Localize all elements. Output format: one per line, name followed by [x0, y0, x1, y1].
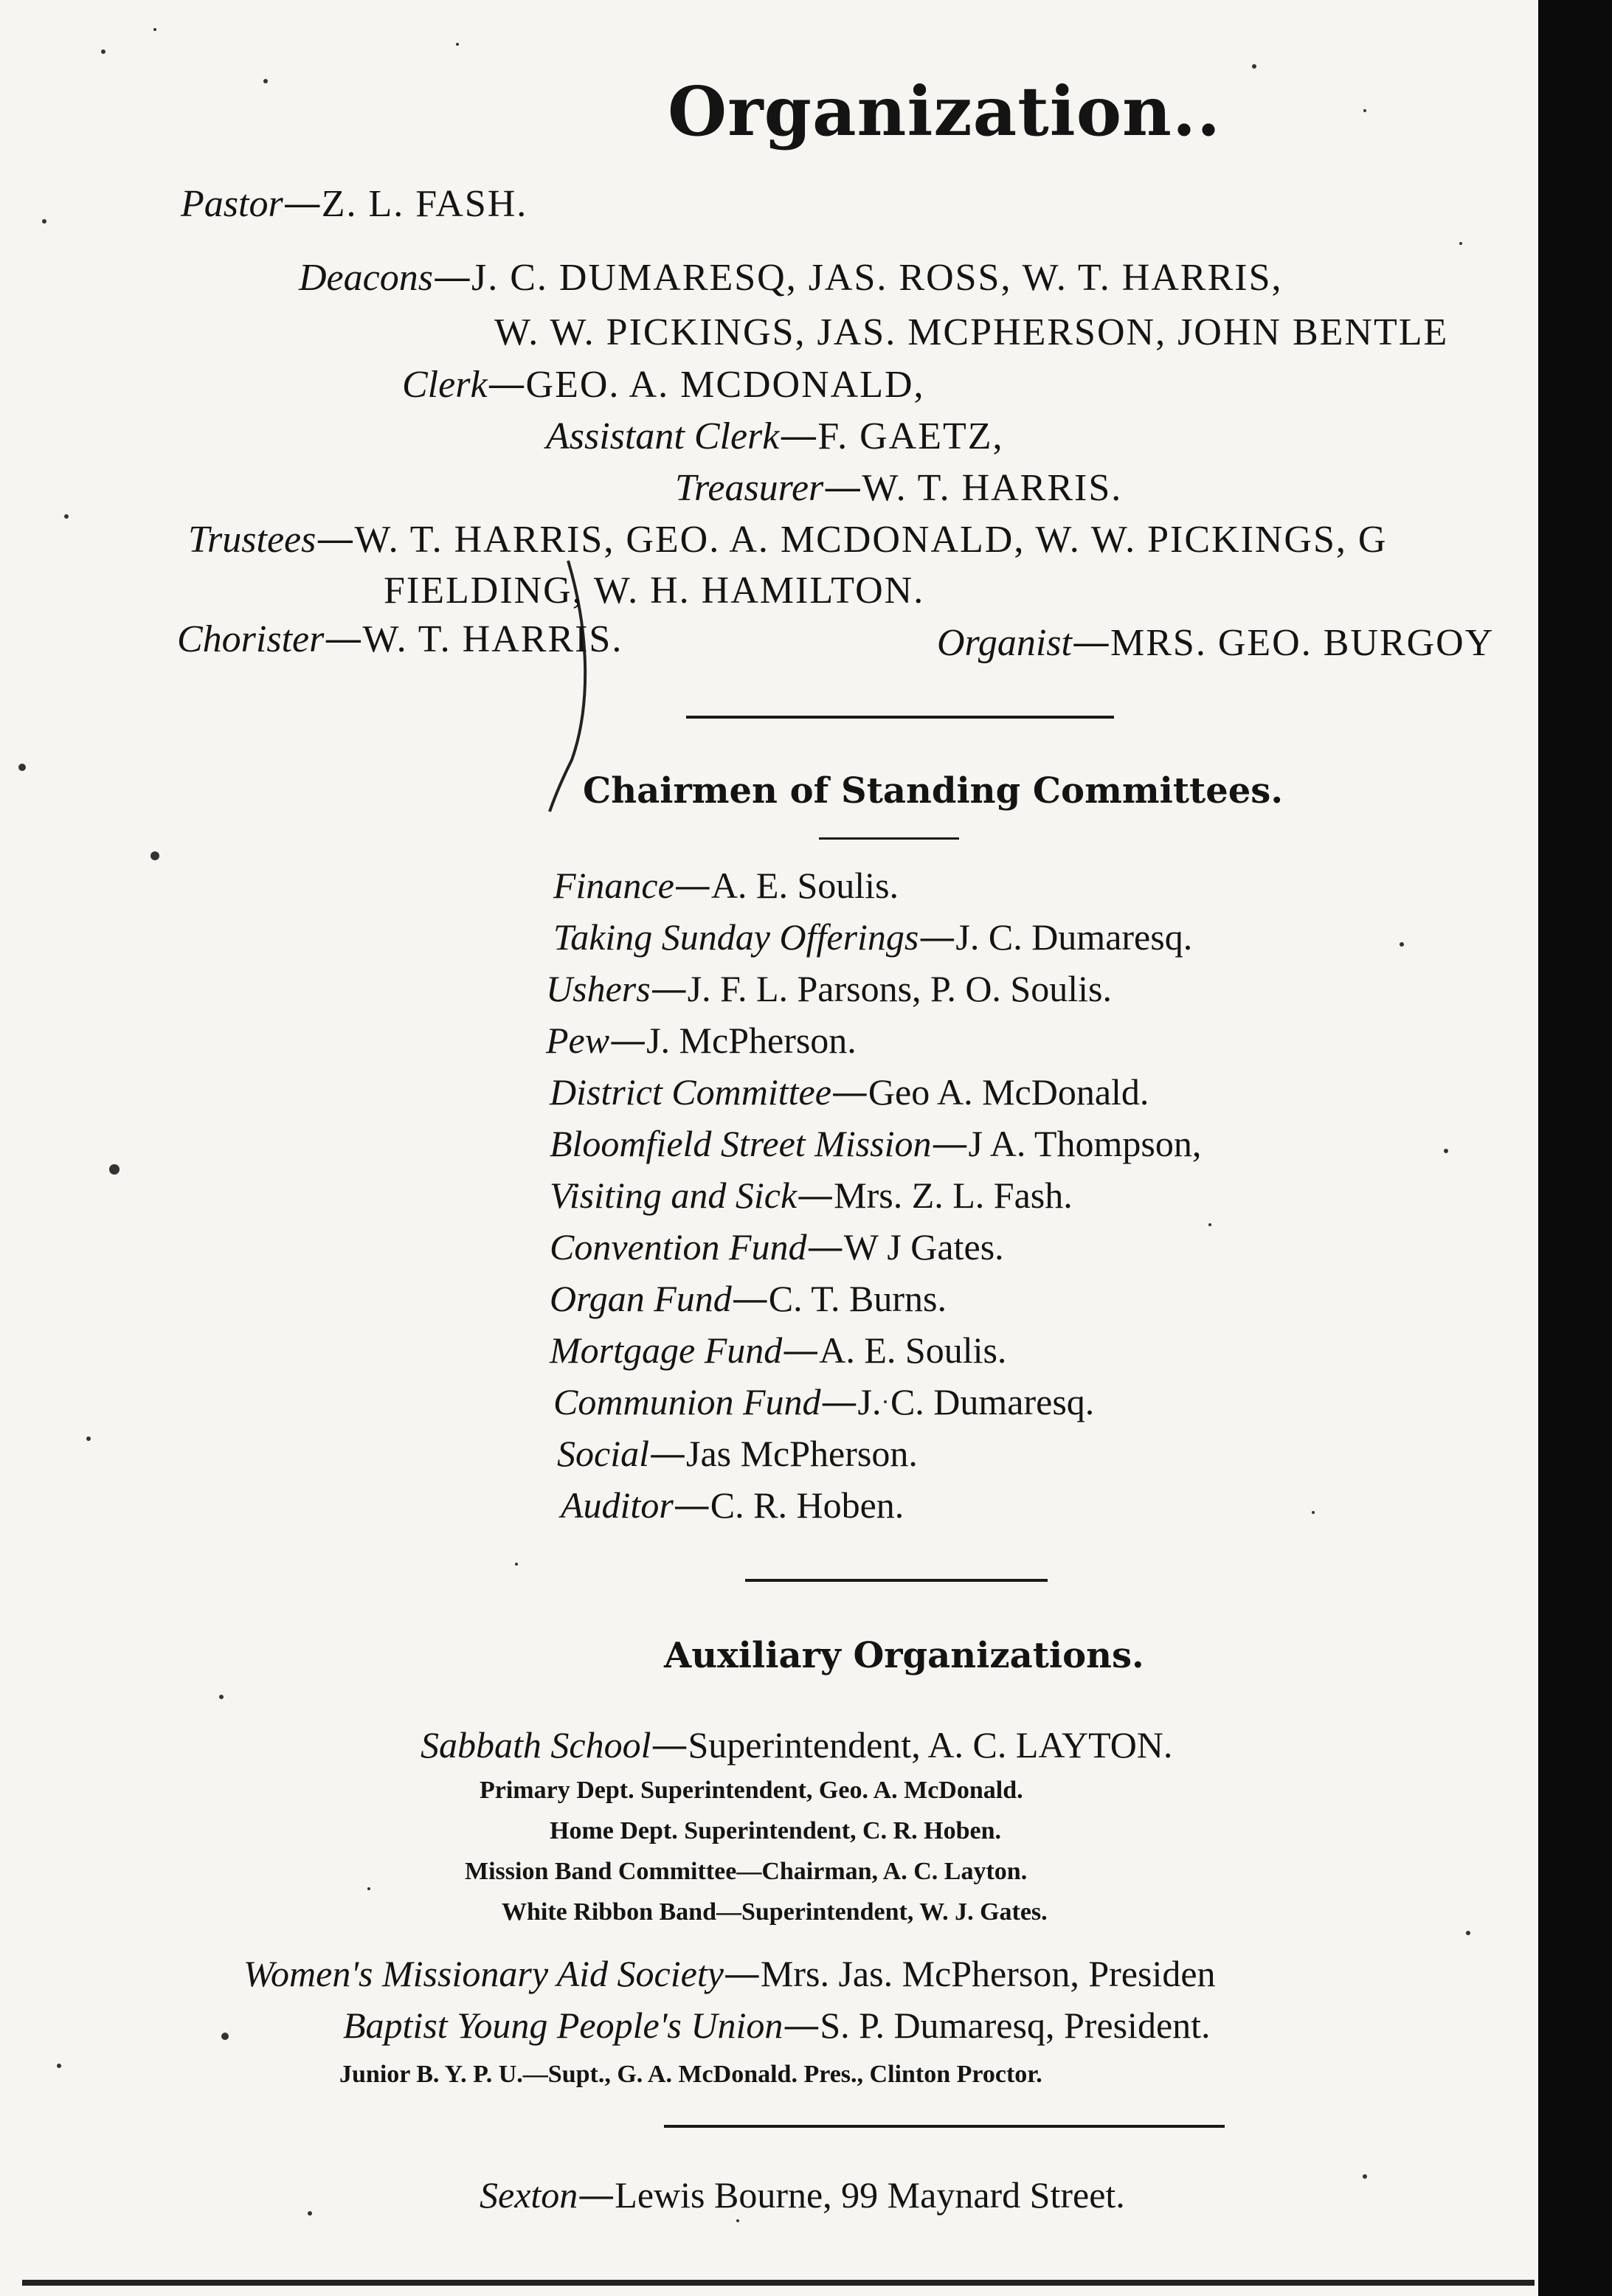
trustees-label: Trustees	[188, 519, 316, 561]
bypu-label: Baptist Young People's Union	[343, 2005, 783, 2046]
committee-chairman: A. E. Soulis.	[710, 865, 899, 906]
committee-item: Auditor—C. R. Hoben.	[561, 1484, 904, 1526]
committee-label: Pew	[546, 1020, 610, 1061]
committee-item: District Committee—Geo A. McDonald.	[550, 1071, 1149, 1113]
committee-label: Taking Sunday Offerings	[553, 916, 919, 958]
committee-item: Organ Fund—C. T. Burns.	[550, 1277, 947, 1320]
aux-sub-line: Mission Band Committee—Chairman, A. C. Layton.	[465, 1858, 1028, 1885]
committee-item: Convention Fund—W J Gates.	[550, 1225, 1004, 1268]
auxiliary-heading: Auxiliary Organizations.	[664, 1635, 1144, 1676]
committee-item: Pew—J. McPherson.	[546, 1019, 857, 1062]
committee-chairman: J A. Thompson,	[968, 1123, 1202, 1164]
aux-sub-line: Home Dept. Superintendent, C. R. Hoben.	[550, 1817, 1002, 1844]
committee-label: Auditor	[561, 1484, 674, 1526]
clerk-label: Clerk	[402, 364, 488, 406]
divider-rule-1	[686, 716, 1114, 719]
trustees-line: Trustees—W. T. HARRIS, GEO. A. MCDONALD, W. W. PICKINGS, G	[188, 517, 1388, 561]
sabbath-school-value: Superintendent, A. C. LAYTON.	[688, 1724, 1173, 1766]
committee-label: Organ Fund	[550, 1278, 732, 1319]
committee-label: Bloomfield Street Mission	[550, 1123, 932, 1164]
committee-chairman: C. T. Burns.	[768, 1278, 947, 1319]
organist-value: MRS. GEO. BURGOY	[1110, 622, 1495, 664]
committee-chairman: J. C. Dumaresq.	[857, 1381, 1095, 1422]
committee-item: Social—Jas McPherson.	[557, 1432, 918, 1475]
sabbath-school-line: Sabbath School—Superintendent, A. C. LAYTON.	[421, 1723, 1173, 1766]
deacons-value-1: J. C. DUMARESQ, JAS. ROSS, W. T. HARRIS,	[471, 257, 1283, 299]
divider-rule-2	[745, 1579, 1048, 1582]
assistant-clerk-value: F. GAETZ,	[817, 415, 1004, 457]
deacons-line: Deacons—J. C. DUMARESQ, JAS. ROSS, W. T. HARRIS,	[299, 255, 1283, 300]
trustees-value-2: FIELDING, W. H. HAMILTON.	[384, 570, 925, 612]
committees-heading-underline	[819, 837, 959, 840]
junior-bypu-line: Junior B. Y. P. U.—Supt., G. A. McDonald. Pres., Clinton Proctor.	[339, 2061, 1042, 2088]
chorister-value: W. T. HARRIS.	[362, 618, 623, 660]
treasurer-label: Treasurer	[675, 467, 824, 509]
clerk-value: GEO. A. MCDONALD,	[525, 364, 925, 406]
chorister-line: Chorister—W. T. HARRIS.	[177, 617, 623, 661]
divider-rule-3	[664, 2125, 1225, 2128]
page-title: Organization..	[668, 72, 1221, 151]
assistant-clerk-label: Assistant Clerk	[546, 415, 780, 457]
committee-label: Finance	[553, 865, 674, 906]
wmas-value: Mrs. Jas. McPherson, Presiden	[760, 1953, 1216, 1994]
committee-label: Convention Fund	[550, 1226, 807, 1268]
sexton-value: Lewis Bourne, 99 Maynard Street.	[615, 2174, 1125, 2216]
clerk-line: Clerk—GEO. A. MCDONALD,	[402, 362, 925, 407]
committees-heading: Chairmen of Standing Committees.	[583, 770, 1284, 812]
committee-chairman: A. E. Soulis.	[819, 1329, 1007, 1371]
committee-item: Bloomfield Street Mission—J A. Thompson,	[550, 1122, 1202, 1165]
bypu-value: S. P. Dumaresq, President.	[820, 2005, 1211, 2046]
treasurer-line: Treasurer—W. T. HARRIS.	[675, 466, 1123, 510]
assistant-clerk-line: Assistant Clerk—F. GAETZ,	[546, 414, 1004, 458]
sexton-label: Sexton	[480, 2174, 578, 2216]
committee-chairman: W J Gates.	[843, 1226, 1004, 1268]
committee-chairman: J. F. L. Parsons, P. O. Soulis.	[687, 968, 1112, 1009]
committee-item: Mortgage Fund—A. E. Soulis.	[550, 1329, 1007, 1372]
organist-line: Organist—MRS. GEO. BURGOY	[937, 620, 1495, 665]
committee-chairman: Geo A. McDonald.	[868, 1071, 1149, 1113]
committee-label: District Committee	[550, 1071, 831, 1113]
committee-item: Visiting and Sick—Mrs. Z. L. Fash.	[550, 1174, 1073, 1217]
bypu-line: Baptist Young People's Union—S. P. Dumaresq, President.	[343, 2004, 1211, 2047]
committee-chairman: J. C. Dumaresq.	[955, 916, 1193, 958]
committee-label: Ushers	[546, 968, 651, 1009]
deacons-value-2: W. W. PICKINGS, JAS. MCPHERSON, JOHN BENTLE	[494, 311, 1449, 353]
pastor-value: Z. L. FASH.	[321, 183, 528, 225]
deacons-label: Deacons	[299, 257, 433, 299]
chorister-label: Chorister	[177, 618, 325, 660]
treasurer-value: W. T. HARRIS.	[862, 467, 1123, 509]
committee-item: Taking Sunday Offerings—J. C. Dumaresq.	[553, 916, 1193, 958]
wmas-line: Women's Missionary Aid Society—Mrs. Jas. McPherson, Presiden	[243, 1952, 1216, 1995]
pastor-label: Pastor	[181, 183, 283, 225]
committee-item: Communion Fund—J. C. Dumaresq.	[553, 1380, 1095, 1423]
committee-item: Ushers—J. F. L. Parsons, P. O. Soulis.	[546, 967, 1112, 1010]
committee-label: Social	[557, 1433, 649, 1474]
committee-chairman: Mrs. Z. L. Fash.	[834, 1175, 1073, 1216]
committee-chairman: J. McPherson.	[646, 1020, 857, 1061]
aux-sub-line: White Ribbon Band—Superintendent, W. J. Gates.	[502, 1898, 1048, 1926]
committee-item: Finance—A. E. Soulis.	[553, 864, 899, 907]
aux-sub-line: Primary Dept. Superintendent, Geo. A. McDonald.	[480, 1777, 1023, 1804]
trustees-value-1: W. T. HARRIS, GEO. A. MCDONALD, W. W. PICKINGS, G	[354, 519, 1388, 561]
organist-label: Organist	[937, 622, 1072, 664]
committee-chairman: Jas McPherson.	[685, 1433, 918, 1474]
committee-label: Mortgage Fund	[550, 1329, 783, 1371]
sabbath-school-label: Sabbath School	[421, 1724, 651, 1766]
pastor-line: Pastor—Z. L. FASH.	[181, 181, 528, 226]
committee-label: Visiting and Sick	[550, 1175, 798, 1216]
committee-label: Communion Fund	[553, 1381, 821, 1422]
wmas-label: Women's Missionary Aid Society	[243, 1953, 724, 1994]
sexton-line: Sexton—Lewis Bourne, 99 Maynard Street.	[480, 2174, 1125, 2216]
committee-chairman: C. R. Hoben.	[710, 1484, 904, 1526]
